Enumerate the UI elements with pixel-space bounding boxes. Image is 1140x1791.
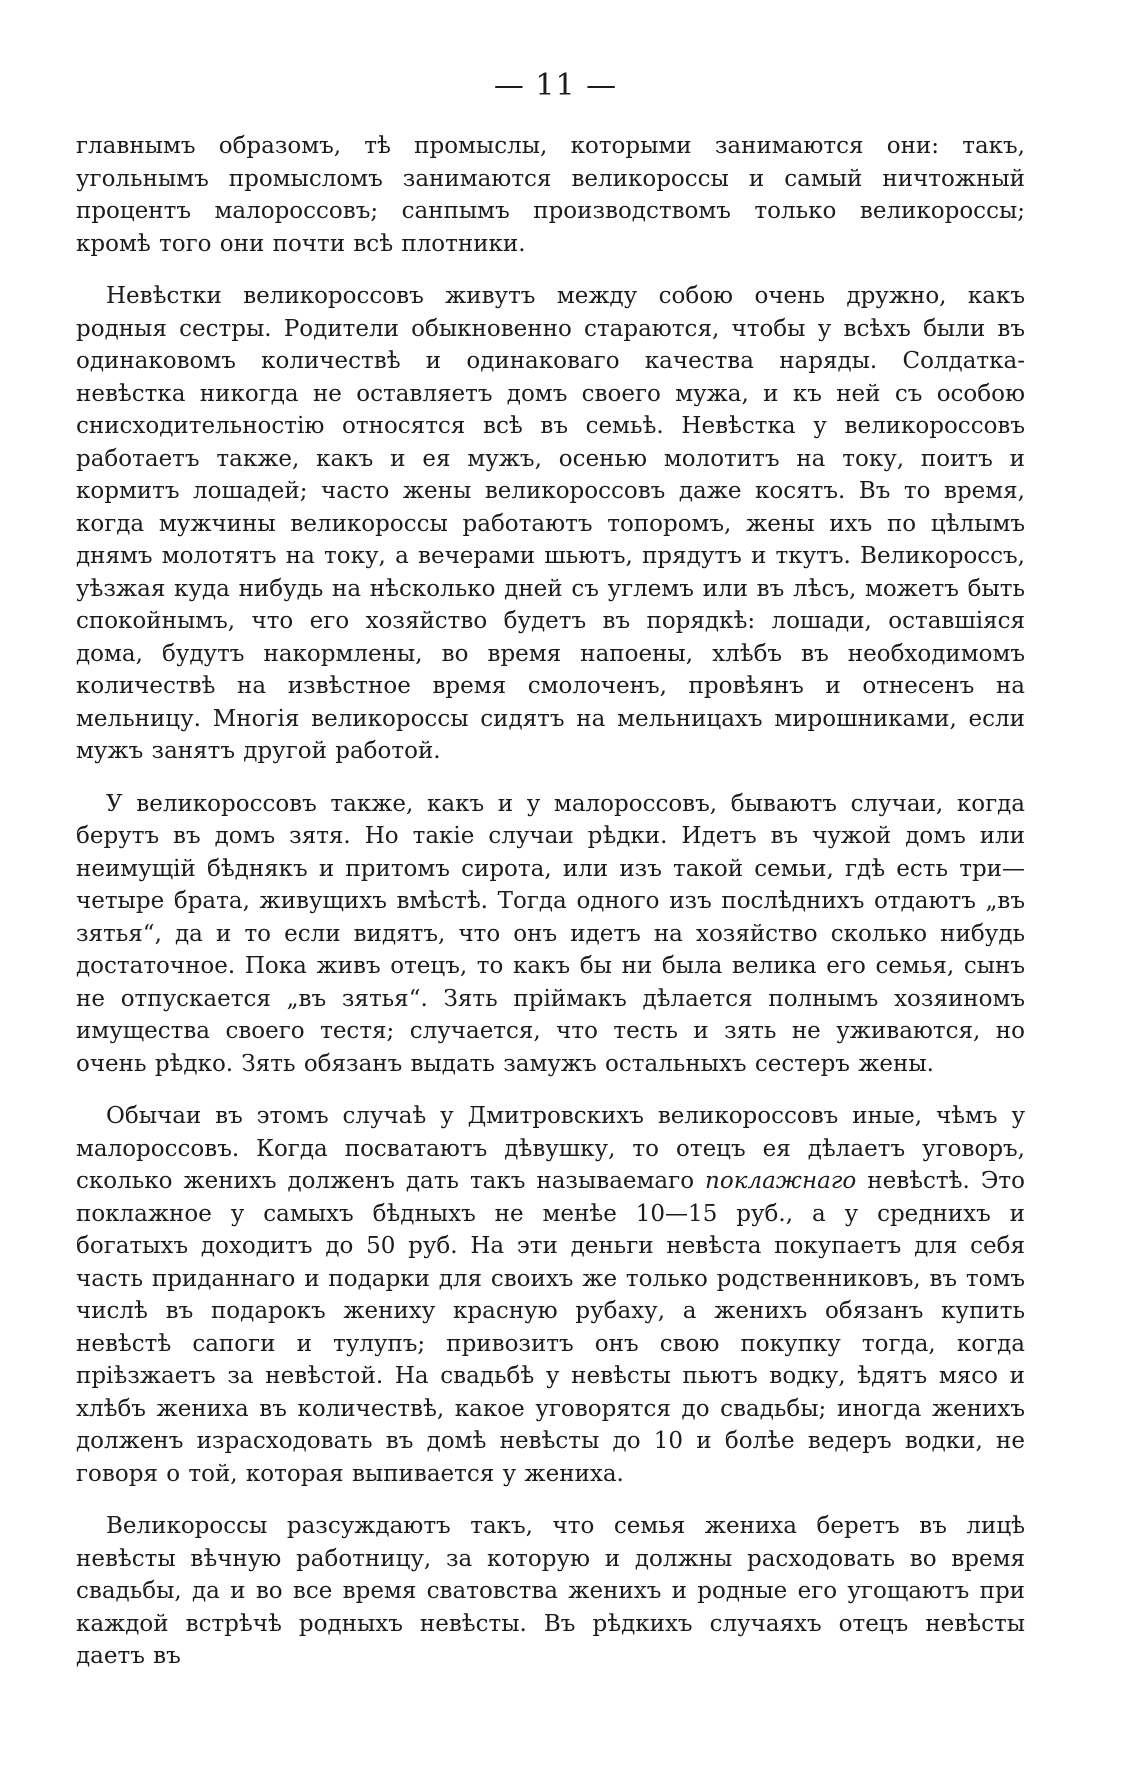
paragraph-4-before: Обычаи въ этомъ случаѣ у Дмитровскихъ великороссовъ иные, чѣмъ у малороссовъ. Когда посватаютъ дѣвушку, то отецъ ея дѣлаетъ уговоръ, сколько женихъ долженъ дать такъ называемаго (76, 1103, 1025, 1194)
page-number: — 11 — (493, 68, 618, 103)
paragraph-2: Невѣстки великороссовъ живутъ между собою очень дружно, какъ родныя сестры. Родители обыкновенно стараются, чтобы у всѣхъ были въ одинаковомъ количествѣ и одинаковаго качества наряды. Солдатка-невѣстка никогда не оставляетъ домъ своего мужа, и къ ней съ особою снисходительностію относятся всѣ въ семьѣ. Невѣстка у великороссовъ работаетъ также, какъ и ея мужъ, осенью молотитъ на току, поитъ и кормитъ лошадей; часто жены великороссовъ даже косятъ. Въ то время, когда мужчины великороссы работаютъ топоромъ, жены ихъ по цѣлымъ днямъ молотятъ на току, а вечерами шьютъ, прядутъ и ткутъ. Великороссъ, уѣзжая куда нибудь на нѣсколько дней съ углемъ или въ лѣсъ, можетъ быть спокойнымъ, что его хозяйство будетъ въ порядкѣ: лошади, оставшіяся дома, будутъ накормлены, во время напоены, хлѣбъ въ необходимомъ количествѣ на извѣстное время смолоченъ, провѣянъ и отнесенъ на мельницу. Многія великороссы сидятъ на мельницахъ мирошниками, если мужъ занятъ другой работой. (76, 283, 1025, 764)
paragraph-1: главнымъ образомъ, тѣ промыслы, которыми занимаются они: такъ, угольнымъ промысломъ занимаются великороссы и самый ничтожный процентъ малороссовъ; санпымъ производствомъ только великороссы; кромѣ того они почти всѣ плотники. (76, 133, 1025, 257)
paragraph-4 (76, 1100, 1025, 1490)
paragraph-4-after: невѣстѣ. Это поклажное у самыхъ бѣдныхъ не менѣе 10—15 руб., а у среднихъ и богатыхъ доходитъ до 50 руб. На эти деньги невѣста покупаетъ для себя часть приданнаго и подарки для своихъ же только родственниковъ, въ томъ числѣ въ подарокъ жениху красную рубаху, а женихъ обязанъ купить невѣстѣ сапоги и тулупъ; привозитъ онъ свою покупку тогда, когда пріѣзжаетъ за невѣстой. На свадьбѣ у невѣсты пьютъ водку, ѣдятъ мясо и хлѣбъ жениха въ количествѣ, какое уговорятся до свадьбы; иногда женихъ долженъ израсходовать въ домѣ невѣсты до 10 и болѣе ведеръ водки, не говоря о той, которая выпивается у жениха. (76, 1168, 1025, 1487)
paragraph-5: Великороссы разсуждаютъ такъ, что семья жениха беретъ въ лицѣ невѣсты вѣчную работницу, за которую и должны расходовать во время свадьбы, да и во все время сватовства женихъ и родные его угощаютъ при каждой встрѣчѣ родныхъ невѣсты. Въ рѣдкихъ случаяхъ отецъ невѣсты даетъ въ (76, 1513, 1025, 1669)
paragraph-3: У великороссовъ также, какъ и у малороссовъ, бываютъ случаи, когда берутъ въ домъ зятя. Но такіе случаи рѣдки. Идетъ въ чужой домъ или неимущій бѣднякъ и притомъ сирота, или изъ такой семьи, гдѣ есть три—четыре брата, живущихъ вмѣстѣ. Тогда одного изъ послѣднихъ отдаютъ „въ зятья“, да и то если видятъ, что онъ идетъ на хозяйство сколько нибудь достаточное. Пока живъ отецъ, то какъ бы ни была велика его семья, сынъ не отпускается „въ зятья“. Зять прiймакъ дѣлается полнымъ хозяиномъ имущества своего тестя; случается, что тесть и зять не уживаются, но очень рѣдко. Зять обязанъ выдать замужъ остальныхъ сестеръ жены. (76, 790, 1025, 1077)
paragraph-4-emphasis: поклажнаго (705, 1168, 857, 1194)
